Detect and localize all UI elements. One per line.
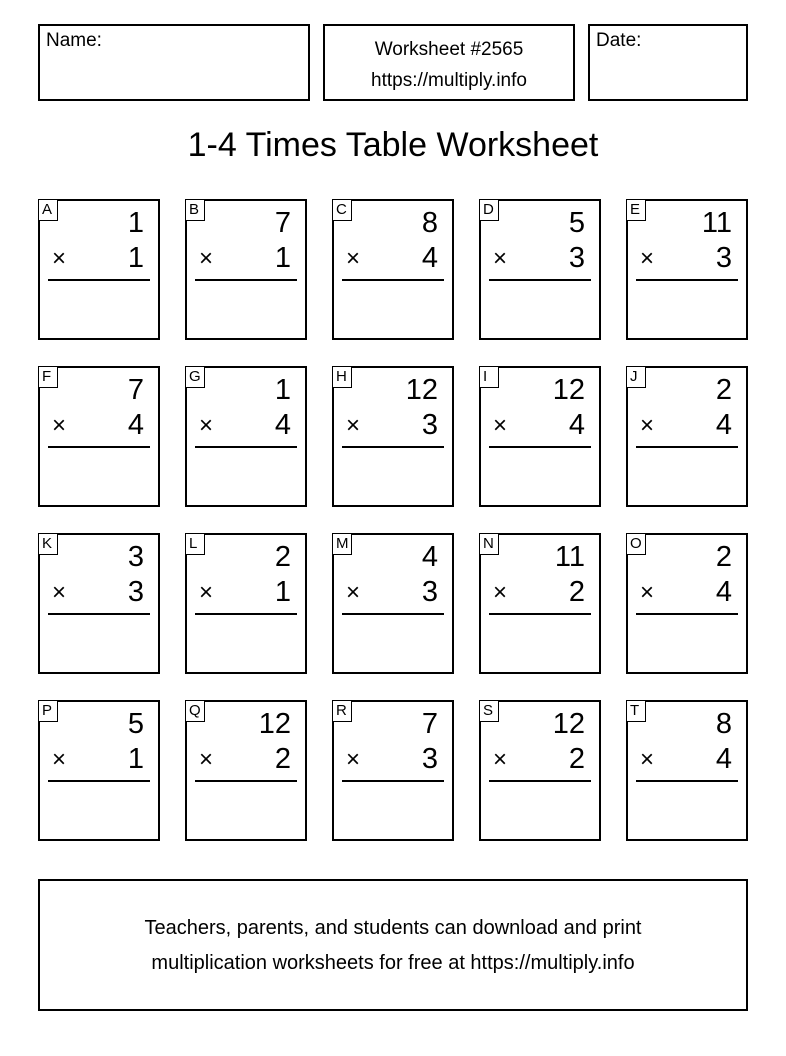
problem-card[interactable] (38, 700, 160, 841)
multiplier: 3 (127, 576, 144, 608)
problem-letter: B (185, 199, 205, 221)
multiply-sign: × (52, 245, 67, 272)
problem-card[interactable] (479, 366, 601, 507)
multiplicand: 7 (274, 207, 291, 239)
problem-card[interactable] (479, 533, 601, 674)
page-title: 1-4 Times Table Worksheet (187, 126, 599, 164)
answer-line (489, 279, 591, 281)
problem-letter: D (479, 199, 499, 221)
worksheet-number: Worksheet #2565 (374, 39, 524, 60)
answer-line (342, 446, 444, 448)
answer-line (489, 446, 591, 448)
multiply-sign: × (493, 579, 508, 606)
footer-note (38, 879, 748, 1011)
multiplier: 4 (421, 242, 438, 274)
problem-letter: L (185, 533, 205, 555)
problem-letter: Q (185, 700, 205, 722)
multiply-sign: × (640, 746, 655, 773)
problem-card[interactable] (185, 199, 307, 340)
date-field[interactable] (588, 24, 748, 101)
multiplicand: 1 (274, 374, 291, 406)
problem-letter: S (479, 700, 499, 722)
multiplier: 1 (274, 576, 291, 608)
multiplicand: 12 (552, 374, 585, 406)
multiplier: 2 (568, 576, 585, 608)
problem-card[interactable] (38, 199, 160, 340)
problem-card[interactable] (626, 199, 748, 340)
multiplicand: 8 (715, 708, 732, 740)
multiplicand: 8 (421, 207, 438, 239)
problem-letter: I (479, 366, 499, 388)
problem-letter: P (38, 700, 58, 722)
multiplier: 4 (715, 409, 732, 441)
multiplier: 4 (127, 409, 144, 441)
multiplier: 3 (421, 743, 438, 775)
multiplicand: 11 (554, 541, 585, 573)
multiplicand: 12 (258, 708, 291, 740)
multiplier: 4 (568, 409, 585, 441)
problem-card[interactable] (626, 700, 748, 841)
multiply-sign: × (199, 746, 214, 773)
multiply-sign: × (52, 579, 67, 606)
multiply-sign: × (346, 579, 361, 606)
answer-line (48, 613, 150, 615)
multiplicand: 12 (552, 708, 585, 740)
multiplicand: 4 (421, 541, 438, 573)
answer-line (636, 279, 738, 281)
multiply-sign: × (493, 412, 508, 439)
multiply-sign: × (640, 412, 655, 439)
problem-card[interactable] (332, 199, 454, 340)
multiply-sign: × (199, 412, 214, 439)
multiplier: 1 (127, 242, 144, 274)
problem-letter: J (626, 366, 646, 388)
multiply-sign: × (52, 412, 67, 439)
multiplicand: 5 (568, 207, 585, 239)
multiplicand: 7 (127, 374, 144, 406)
date-label: Date: (596, 30, 642, 51)
multiplier: 3 (421, 409, 438, 441)
multiplier: 3 (715, 242, 732, 274)
problem-card[interactable] (185, 533, 307, 674)
problem-letter: A (38, 199, 58, 221)
multiply-sign: × (52, 746, 67, 773)
multiplicand: 7 (421, 708, 438, 740)
multiplier: 4 (274, 409, 291, 441)
problem-letter: F (38, 366, 58, 388)
problem-card[interactable] (626, 533, 748, 674)
answer-line (195, 780, 297, 782)
problem-letter: R (332, 700, 352, 722)
multiplier: 2 (274, 743, 291, 775)
multiplier: 3 (568, 242, 585, 274)
answer-line (195, 613, 297, 615)
worksheet-info-box (323, 24, 575, 101)
multiply-sign: × (346, 746, 361, 773)
problem-letter: M (332, 533, 352, 555)
problem-card[interactable] (332, 700, 454, 841)
footer-line-2: multiplication worksheets for free at https://multiply.info (151, 952, 635, 974)
answer-line (195, 446, 297, 448)
problem-card[interactable] (332, 366, 454, 507)
answer-line (48, 446, 150, 448)
answer-line (636, 446, 738, 448)
multiplier: 3 (421, 576, 438, 608)
answer-line (342, 279, 444, 281)
problem-card[interactable] (38, 533, 160, 674)
answer-line (636, 780, 738, 782)
name-field[interactable] (38, 24, 310, 101)
multiplier: 4 (715, 576, 732, 608)
multiplicand: 5 (127, 708, 144, 740)
multiplicand: 3 (127, 541, 144, 573)
answer-line (489, 613, 591, 615)
answer-line (48, 279, 150, 281)
problem-letter: T (626, 700, 646, 722)
multiply-sign: × (346, 412, 361, 439)
problem-letter: E (626, 199, 646, 221)
multiplier: 2 (568, 743, 585, 775)
multiplicand: 2 (715, 541, 732, 573)
multiply-sign: × (640, 579, 655, 606)
name-label: Name: (46, 30, 102, 51)
multiply-sign: × (493, 746, 508, 773)
multiply-sign: × (346, 245, 361, 272)
problem-card[interactable] (479, 700, 601, 841)
multiplicand: 12 (405, 374, 438, 406)
footer-line-1: Teachers, parents, and students can download and print (144, 917, 642, 939)
multiplicand: 1 (127, 207, 144, 239)
multiplier: 4 (715, 743, 732, 775)
problem-card[interactable] (185, 700, 307, 841)
answer-line (195, 279, 297, 281)
multiplicand: 11 (701, 207, 732, 239)
problem-letter: H (332, 366, 352, 388)
answer-line (636, 613, 738, 615)
problem-card[interactable] (479, 199, 601, 340)
multiplicand: 2 (274, 541, 291, 573)
multiplicand: 2 (715, 374, 732, 406)
multiply-sign: × (199, 579, 214, 606)
worksheet-url: https://multiply.info (371, 70, 527, 91)
problem-letter: N (479, 533, 499, 555)
problem-card[interactable] (626, 366, 748, 507)
multiplier: 1 (127, 743, 144, 775)
answer-line (342, 613, 444, 615)
problem-letter: K (38, 533, 58, 555)
answer-line (489, 780, 591, 782)
problem-card[interactable] (38, 366, 160, 507)
multiply-sign: × (493, 245, 508, 272)
answer-line (342, 780, 444, 782)
problem-card[interactable] (185, 366, 307, 507)
answer-line (48, 780, 150, 782)
multiply-sign: × (199, 245, 214, 272)
problem-letter: C (332, 199, 352, 221)
problem-card[interactable] (332, 533, 454, 674)
multiplier: 1 (274, 242, 291, 274)
multiply-sign: × (640, 245, 655, 272)
problem-letter: G (185, 366, 205, 388)
problem-letter: O (626, 533, 646, 555)
